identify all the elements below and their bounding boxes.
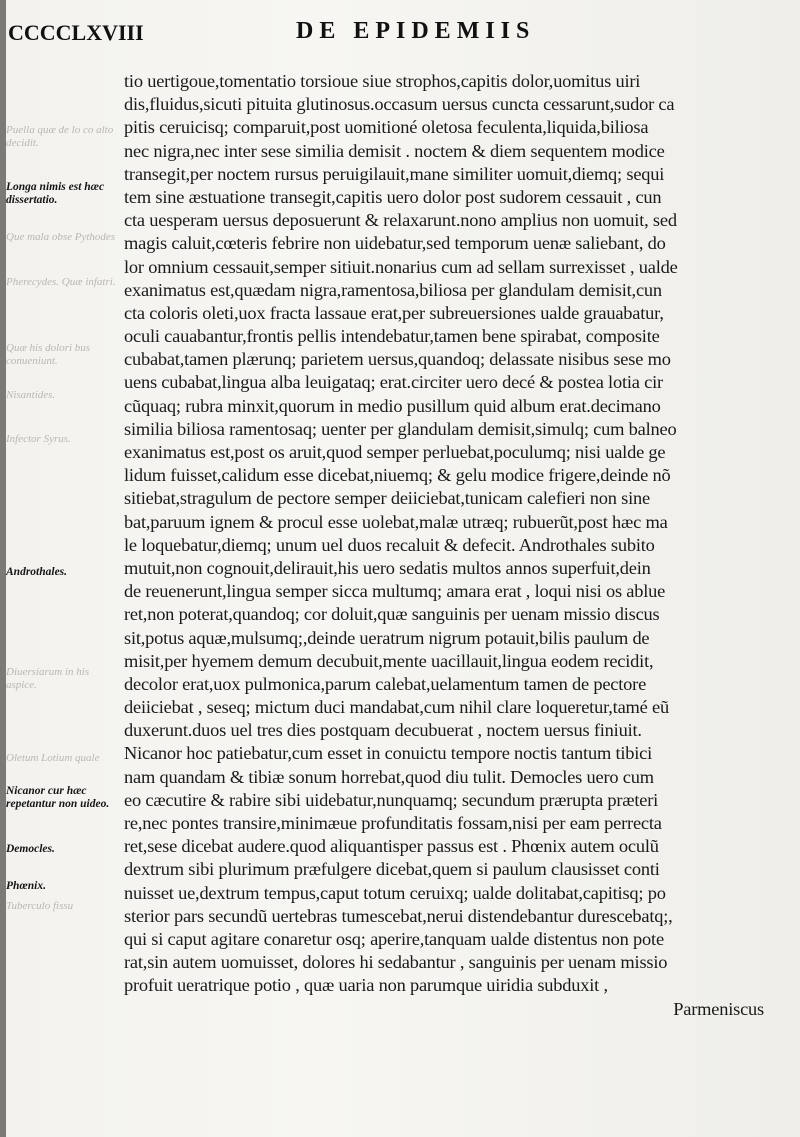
text-line: dextrum sibi plurimum præfulgere dicebat,quem si paulum clausisset conti (124, 859, 660, 880)
bleed-through-note: Quæ his dolori bus conueniunt. (6, 342, 91, 367)
text-line: lidum fuisset,calidum esse dicebat,niuemq; & gelu modice frigere,deinde nõ (124, 465, 671, 486)
text-line: uens cubabat,lingua alba leuigataq; erat.circiter uero decé & postea lotia cir (124, 372, 663, 393)
text-line: nec nigra,nec inter sese similia demisit . noctem & diem sequentem modice (124, 140, 665, 161)
text-line: oculi cauabantur,frontis pellis intendebatur,tamen bene spirabat, composite (124, 326, 660, 347)
margin-note: Democles. (6, 843, 55, 855)
text-line: qui si caput agitare conaretur osq; aperire,tanquam ualde distentus non pote (124, 928, 664, 949)
bleed-through-note: Oletum Lotium quale (6, 752, 100, 764)
text-line: sterior pars secundũ uertebras tumescebat,nerui distendebantur durescebatq;, (124, 905, 673, 926)
bleed-through-note: Infector Syrus. (6, 433, 71, 445)
margin-column (6, 0, 121, 1137)
text-line: tem sine æstuatione transegit,capitis uero dolor post sudorem cessauit , cun (124, 186, 662, 207)
text-line: re,nec pontes transire,minimæue profunditatis fossam,nisi per eam perrecta (124, 813, 662, 833)
text-line: similia biliosa ramentosaq; uenter per glandulam demisit,simulq; cum balneo (124, 418, 677, 439)
bleed-through-note: Pherecydes. Quæ infatri. (6, 276, 116, 288)
text-line: tio uertigoue,tomentatio torsioue siue strophos,capitis dolor,uomitus uiri (124, 71, 641, 91)
text-line: dis,fluidus,sicuti pituita glutinosus.occasum uersus cuncta cessarunt,sudor ca (124, 94, 675, 115)
text-line: misit,per hyemem demum decubuit,mente uacillauit,lingua eodem recidit, (124, 650, 654, 671)
text-line: transegit,per noctem rursus peruigilauit,mane similiter uomuit,diemq; sequi (124, 163, 665, 184)
text-line: ret,sese dicebat audere.quod aliquantisper passus est . Phœnix autem oculũ (124, 836, 659, 857)
text-line: eo cæcutire & rabire sibi uidebatur,nunquamq; secundum prærupta præteri (124, 789, 659, 810)
text-line: decolor erat,uox pulmonica,parum calebat,uelamentum tamen de pectore (124, 673, 647, 694)
text-line: lor omnium cessauit,semper sitiuit.nonarius cum ad sellam surrexisset , ualde (124, 256, 678, 277)
bleed-through-note: Nisantides. (6, 389, 56, 401)
folio-number: CCCCLXVIII (8, 20, 144, 45)
text-line: bat,paruum ignem & procul esse uolebat,malæ utræq; rubuerũt,post hæc ma (124, 511, 668, 532)
text-line: sit,potus aquæ,mulsumq;,deinde ueratrum nigrum potauit,bilis paulum de (124, 627, 650, 648)
text-line: profuit ueratrique potio , quæ uaria non parumque uiridia subduxit , (124, 975, 608, 996)
bleed-through-note: Que mala obse Pythodes (6, 231, 116, 243)
text-line: nam quandam & tibiæ sonum horrebat,quod diu tulit. Democles uero cum (124, 766, 654, 787)
text-line: cubabat,tamen plærunq; parietem uersus,quandoq; delassate nisibus sese mo (124, 349, 671, 370)
text-line: rat,sin autem uomuisset, dolores hi sedabantur , sanguinis per uenam missio (124, 952, 668, 973)
text-line: ret,non poterat,quandoq; cor doluit,quæ sanguinis per uenam missio discus (124, 604, 660, 625)
text-line: mutuit,non cognouit,delirauit,his uero sedatis multos annos superfuit,dein (124, 557, 651, 578)
text-line: Nicanor hoc patiebatur,cum esset in conuictu tempore noctis tantum tibici (124, 743, 653, 764)
text-line: cta coloris oleti,uox fracta lassaue erat,per subreuersiones ualde grauabatur, (124, 302, 664, 323)
main-text (124, 70, 784, 1021)
text-line: duxerunt.duos uel tres dies postquam decubuerat , noctem uersus finiuit. (124, 720, 642, 741)
text-line: pitis ceruicisq; comparuit,post uomitioné oletosa feculenta,liquida,biliosa (124, 117, 649, 138)
running-head: DE EPIDEMIIS (296, 18, 536, 44)
bleed-through-note: Tuberculo fissu (6, 900, 74, 912)
bleed-through-note: Puella quæ de lo co alto decidit. (6, 124, 114, 149)
margin-note: Androthales. (6, 566, 68, 578)
text-line: le loquebatur,diemq; unum uel duos recaluit & defecit. Androthales subito (124, 534, 655, 555)
text-line: exanimatus est,post os aruit,quod semper perluebat,poculumq; nisi ualde ge (124, 442, 666, 462)
text-line: nuisset ue,dextrum tempus,caput totum ceruixq; ualde dolitabat,capitisq; po (124, 882, 666, 903)
text-line: de reuenerunt,lingua semper sicca multumq; amara erat , loqui nisi os ablue (124, 581, 666, 602)
text-line: sitiebat,stragulum de pectore semper deiiciebat,tunicam calefieri non sine (124, 488, 650, 509)
text-line: cũquaq; rubra minxit,quorum in medio pusillum quid album erat.decimano (124, 395, 661, 416)
margin-note: Phœnix. (6, 880, 46, 892)
margin-note: Longa nimis est hæc dissertatio. (6, 181, 105, 206)
catchword: Parmeniscus (673, 998, 764, 1019)
margin-note: Nicanor cur hæc repetantur non uideo. (6, 785, 110, 810)
text-line: cta uesperam uersus deposuerunt & relaxarunt.nono amplius non uomuit, sed (124, 210, 677, 231)
text-line: magis caluit,cœteris febrire non uidebatur,sed temporum uenæ saliebant, do (124, 233, 666, 254)
text-line: deiiciebat , seseq; mictum duci mandabat,cum nihil clare loqueretur,tamé eũ (124, 697, 669, 718)
bleed-through-note: Diuersiarum in his aspice. (6, 666, 90, 691)
text-line: exanimatus est,quædam nigra,ramentosa,biliosa per glandulam demisit,cun (124, 279, 662, 300)
